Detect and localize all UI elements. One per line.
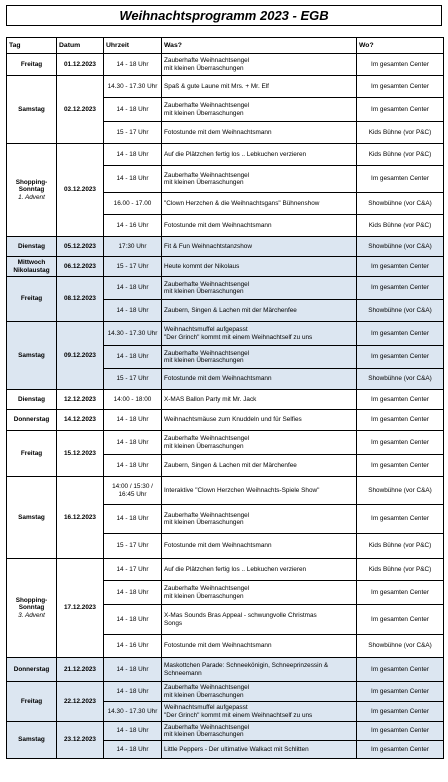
event-cell: Zaubern, Singen & Lachen mit der Märchenfee [162, 300, 357, 322]
time-cell: 14.30 - 17.30 Uhr [104, 76, 162, 98]
date-cell: 01.12.2023 [57, 54, 104, 76]
header-datum: Datum [57, 38, 104, 54]
event-cell: Weihnachtsmäuse zum Knuddeln und für Selfies [162, 410, 357, 431]
location-cell: Im gesamten Center [357, 76, 444, 98]
location-cell: Im gesamten Center [357, 455, 444, 477]
location-cell: Im gesamten Center [357, 257, 444, 277]
time-cell: 14 - 18 Uhr [104, 431, 162, 455]
time-cell: 14 - 16 Uhr [104, 635, 162, 658]
advent-note: 3. Advent [18, 611, 45, 619]
location-cell: Im gesamten Center [357, 166, 444, 193]
day-cell: Freitag [7, 431, 57, 477]
location-cell: Showbühne (vor C&A) [357, 369, 444, 390]
event-cell: Zauberhafte Weihnachtsengel mit kleinen Überraschungen [162, 277, 357, 300]
location-cell: Showbühne (vor C&A) [357, 477, 444, 505]
event-cell: Zauberhafte Weihnachtsengel mit kleinen Überraschungen [162, 54, 357, 76]
event-cell: Zauberhafte Weihnachtsengel mit kleinen Überraschungen [162, 581, 357, 605]
location-cell: Im gesamten Center [357, 431, 444, 455]
location-cell: Im gesamten Center [357, 410, 444, 431]
schedule-table [6, 37, 444, 759]
event-cell: Auf die Plätzchen fertig los .. Lebkuchen verzieren [162, 559, 357, 581]
date-cell: 22.12.2023 [57, 682, 104, 722]
table-row [7, 682, 444, 702]
day-cell: Freitag [7, 682, 57, 722]
advent-note: 1. Advent [18, 193, 45, 201]
event-cell: Fotostunde mit dem Weihnachtsmann [162, 534, 357, 559]
location-cell: Kids Bühne (vor P&C) [357, 122, 444, 144]
table-row [7, 144, 444, 166]
location-cell: Showbühne (vor C&A) [357, 635, 444, 658]
table-row [7, 410, 444, 431]
event-cell: Zauberhafte Weihnachtsengel mit kleinen Überraschungen [162, 505, 357, 534]
event-cell: Fotostunde mit dem Weihnachtsmann [162, 369, 357, 390]
location-cell: Im gesamten Center [357, 390, 444, 410]
table-row [7, 322, 444, 346]
day-cell: Shopping- Sonntag 1. Advent [7, 144, 57, 237]
header-was: Was? [162, 38, 357, 54]
day-cell: Freitag [7, 277, 57, 322]
location-cell: Im gesamten Center [357, 346, 444, 369]
header-wo: Wo? [357, 38, 444, 54]
day-cell: Dienstag [7, 390, 57, 410]
event-cell: Zauberhafte Weihnachtsengel mit kleinen Überraschungen [162, 346, 357, 369]
table-row [7, 477, 444, 505]
time-cell: 14 - 18 Uhr [104, 455, 162, 477]
location-cell: Im gesamten Center [357, 741, 444, 759]
event-cell: Maskottchen Parade: Schneekönigin, Schneeprinzessin & Schneemann [162, 658, 357, 682]
time-cell: 14 - 18 Uhr [104, 144, 162, 166]
event-cell: "Clown Herzchen & die Weihnachtsgans" Bühnenshow [162, 193, 357, 215]
time-cell: 15 - 17 Uhr [104, 369, 162, 390]
time-cell: 14 - 18 Uhr [104, 277, 162, 300]
event-cell: X-MAS Ballon Party mit Mr. Jack [162, 390, 357, 410]
day-cell: Mittwoch Nikolaustag [7, 257, 57, 277]
table-row [7, 722, 444, 741]
time-cell: 14:00 - 18:00 [104, 390, 162, 410]
header-tag: Tag [7, 38, 57, 54]
location-cell: Im gesamten Center [357, 658, 444, 682]
date-cell: 03.12.2023 [57, 144, 104, 237]
event-cell: Zaubern, Singen & Lachen mit der Märchenfee [162, 455, 357, 477]
location-cell: Kids Bühne (vor P&C) [357, 559, 444, 581]
time-cell: 16.00 - 17.00 [104, 193, 162, 215]
time-cell: 15 - 17 Uhr [104, 122, 162, 144]
page-title: Weihnachtsprogramm 2023 - EGB [6, 5, 442, 26]
time-cell: 14 - 17 Uhr [104, 559, 162, 581]
event-cell: Fotostunde mit dem Weihnachtsmann [162, 215, 357, 237]
time-cell: 14 - 18 Uhr [104, 54, 162, 76]
location-cell: Kids Bühne (vor P&C) [357, 144, 444, 166]
location-cell: Showbühne (vor C&A) [357, 193, 444, 215]
time-cell: 14 - 18 Uhr [104, 98, 162, 122]
header-uhrzeit: Uhrzeit [104, 38, 162, 54]
location-cell: Im gesamten Center [357, 98, 444, 122]
location-cell: Showbühne (vor C&A) [357, 237, 444, 257]
event-cell: Spaß & gute Laune mit Mrs. + Mr. Elf [162, 76, 357, 98]
time-cell: 14 - 18 Uhr [104, 581, 162, 605]
date-cell: 21.12.2023 [57, 658, 104, 682]
event-cell: Fotostunde mit dem Weihnachtsmann [162, 635, 357, 658]
event-cell: Auf die Plätzchen fertig los .. Lebkuchen verzieren [162, 144, 357, 166]
date-cell: 06.12.2023 [57, 257, 104, 277]
event-cell: Little Peppers - Der ultimative Walkact mit Schlitten [162, 741, 357, 759]
day-cell: Freitag [7, 54, 57, 76]
table-row [7, 559, 444, 581]
location-cell: Kids Bühne (vor P&C) [357, 534, 444, 559]
location-cell: Im gesamten Center [357, 702, 444, 722]
table-row [7, 54, 444, 76]
time-cell: 14 - 18 Uhr [104, 346, 162, 369]
time-cell: 14.30 - 17.30 Uhr [104, 322, 162, 346]
table-row [7, 390, 444, 410]
date-cell: 23.12.2023 [57, 722, 104, 759]
time-cell: 17:30 Uhr [104, 237, 162, 257]
table-row [7, 277, 444, 300]
date-cell: 08.12.2023 [57, 277, 104, 322]
date-cell: 16.12.2023 [57, 477, 104, 559]
date-cell: 14.12.2023 [57, 410, 104, 431]
location-cell: Im gesamten Center [357, 682, 444, 702]
time-cell: 14 - 18 Uhr [104, 505, 162, 534]
time-cell: 14 - 18 Uhr [104, 300, 162, 322]
location-cell: Im gesamten Center [357, 581, 444, 605]
event-cell: Interaktive "Clown Herzchen Weihnachts-Spiele Show" [162, 477, 357, 505]
date-cell: 17.12.2023 [57, 559, 104, 658]
event-cell: Zauberhafte Weihnachtsengel mit kleinen Überraschungen [162, 166, 357, 193]
event-cell: Zauberhafte Weihnachtsengel mit kleinen Überraschungen [162, 431, 357, 455]
event-cell: Fit & Fun Weihnachtstanzshow [162, 237, 357, 257]
location-cell: Im gesamten Center [357, 277, 444, 300]
table-row [7, 658, 444, 682]
location-cell: Kids Bühne (vor P&C) [357, 215, 444, 237]
day-cell: Samstag [7, 76, 57, 144]
day-cell: Donnerstag [7, 410, 57, 431]
time-cell: 15 - 17 Uhr [104, 534, 162, 559]
event-cell: Heute kommt der Nikolaus [162, 257, 357, 277]
time-cell: 14 - 16 Uhr [104, 215, 162, 237]
time-cell: 14:00 / 15:30 / 16:45 Uhr [104, 477, 162, 505]
day-cell: Dienstag [7, 237, 57, 257]
event-cell: Zauberhafte Weihnachtsengel mit kleinen Überraschungen [162, 722, 357, 741]
day-cell: Shopping- Sonntag 3. Advent [7, 559, 57, 658]
table-row [7, 431, 444, 455]
time-cell: 14 - 18 Uhr [104, 166, 162, 193]
location-cell: Im gesamten Center [357, 605, 444, 635]
date-cell: 02.12.2023 [57, 76, 104, 144]
location-cell: Im gesamten Center [357, 54, 444, 76]
event-cell: Zauberhafte Weihnachtsengel mit kleinen Überraschungen [162, 98, 357, 122]
location-cell: Im gesamten Center [357, 722, 444, 741]
time-cell: 14 - 18 Uhr [104, 605, 162, 635]
date-cell: 05.12.2023 [57, 237, 104, 257]
event-cell: X-Mas Sounds Bras Appeal - schwungvolle Christmas Songs [162, 605, 357, 635]
date-cell: 09.12.2023 [57, 322, 104, 390]
time-cell: 14 - 18 Uhr [104, 658, 162, 682]
location-cell: Im gesamten Center [357, 505, 444, 534]
date-cell: 12.12.2023 [57, 390, 104, 410]
day-cell: Donnerstag [7, 658, 57, 682]
event-cell: Weihnachtsmuffel aufgepasst "Der Grinch" kommt mit einem Weihnachtself zu uns [162, 702, 357, 722]
event-cell: Weihnachtsmuffel aufgepasst "Der Grinch" kommt mit einem Weihnachtself zu uns [162, 322, 357, 346]
table-row [7, 237, 444, 257]
day-cell: Samstag [7, 477, 57, 559]
time-cell: 14 - 18 Uhr [104, 682, 162, 702]
time-cell: 14.30 - 17.30 Uhr [104, 702, 162, 722]
time-cell: 14 - 18 Uhr [104, 722, 162, 741]
time-cell: 15 - 17 Uhr [104, 257, 162, 277]
location-cell: Im gesamten Center [357, 322, 444, 346]
event-cell: Zauberhafte Weihnachtsengel mit kleinen Überraschungen [162, 682, 357, 702]
date-cell: 15.12.2023 [57, 431, 104, 477]
location-cell: Showbühne (vor C&A) [357, 300, 444, 322]
day-cell: Samstag [7, 322, 57, 390]
table-row [7, 76, 444, 98]
table-row [7, 257, 444, 277]
time-cell: 14 - 18 Uhr [104, 741, 162, 759]
day-cell: Samstag [7, 722, 57, 759]
schedule-body [7, 54, 444, 759]
event-cell: Fotostunde mit dem Weihnachtsmann [162, 122, 357, 144]
time-cell: 14 - 18 Uhr [104, 410, 162, 431]
table-header-row [7, 38, 444, 54]
